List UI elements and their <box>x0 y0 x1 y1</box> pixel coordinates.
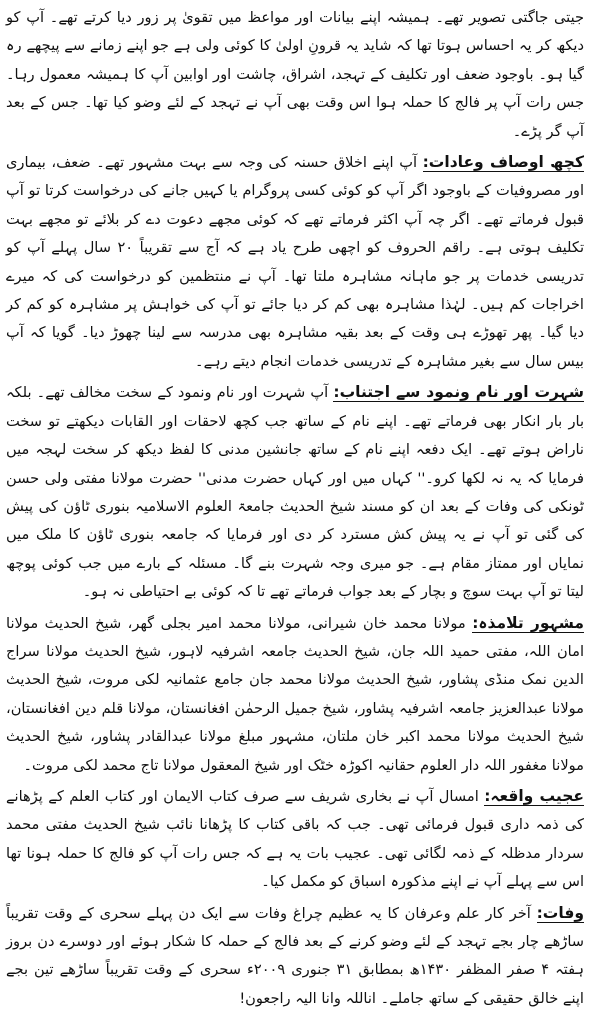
section-heading-avoidance: شہرت اور نام ونمود سے اجتناب: <box>333 383 584 402</box>
paragraph-death <box>6 899 584 1013</box>
paragraph-avoidance <box>6 378 584 606</box>
paragraph-intro <box>6 4 584 146</box>
section-heading-qualities: کچھ اوصاف وعادات: <box>422 153 584 172</box>
paragraph-text: آخر کار علم وعرفان کا یہ عظیم چراغ وفات سے ایک دن پہلے سحری کے وقت تقریباً ساڑھے چار بجے تہجد کے لئے وضو کرنے کے بعد فالج کے حملہ کا شکار ہوئے اور دوسرے دن بروز ہفتہ ۴ صفر المظفر ۱۴۳۰ھ بمطابق ۳۱ جنوری ۲۰۰۹ء سحری کے وقت تقریباً ساڑھے تین بجے اپنے خالق حقیقی کے ساتھ جاملے۔ اناللہ وانا الیہ راجعون! <box>6 904 585 1007</box>
paragraph-qualities <box>6 148 584 376</box>
section-heading-incident: عجیب واقعہ: <box>484 786 584 805</box>
paragraph-text: امسال آپ نے بخاری شریف سے صرف کتاب الایمان اور کتاب العلم کے پڑھانے کی ذمہ داری قبول فرمائی تھی۔ جب کہ باقی کتاب کا پڑھانا نائب شیخ الحدیث مفتی محمد سردار مدظلہ کے ذمہ لگائی تھی۔ عجیب بات یہ ہے کہ جس رات آپ کو فالج کا حملہ ہونا تھا اس سے پہلے آپ نے اپنے مذکورہ اسباق کو مکمل کیا۔ <box>6 787 584 891</box>
paragraph-text: آپ اپنے اخلاق حسنہ کی وجہ سے بہت مشہور تھے۔ ضعف، بیماری اور مصروفیات کے باوجود اگر آپ کو کوئی کسی پروگرام یا کہیں جانے کی درخواست کرتا تو آپ قبول فرماتے تھے۔ اگر چہ آپ اکثر فرماتے تھے کہ کوئی مجھے دعوت دے کر بلائے تو مجھے بہت تکلیف ہوتی ہے۔ راقم الحروف کو اچھی طرح یاد ہے کہ آج سے تقریباً ۲۰ سال پہلے آپ کو تدریسی خدمات پر جو ماہانہ مشاہرہ ملتا تھا۔ آپ نے منتظمین کو درخواست کی کہ میرے اخراجات کم ہیں۔ لہٰذا مشاہرہ بھی کم کر دیا جائے تو آپ کی خواہش پر مشاہرہ کو کم کر دیا گیا۔ پھر تھوڑے ہی وقت کے بعد بقیہ مشاہرہ بھی مدرسہ سے لینا چھوڑ دیا۔ گویا کہ آپ بیس سال سے بغیر مشاہرہ کے تدریسی خدمات انجام دیتے رہے۔ <box>6 154 584 370</box>
paragraph-students <box>6 609 584 780</box>
section-heading-death: وفات: <box>536 903 584 922</box>
paragraph-incident <box>6 782 584 897</box>
paragraph-text: آپ شہرت اور نام ونمود کے سخت مخالف تھے۔ بلکہ بار بار انکار بھی فرماتے تھے۔ اپنے نام کے ساتھ جب کچھ لاحقات اور القابات دیکھتے تو سخت ناراض ہوتے تھے۔ ایک دفعہ اپنے نام کے ساتھ جانشین مدنی کا لفظ دیکھ کر سخت لہجہ میں فرمایا کہ یہ نہ لکھا کرو۔'' کہاں میں اور کہاں حضرت مدنی'' حضرت مولانا مفتی ولی حسن ٹونکی کی وفات کے بعد ان کو مسند شیخ الحدیث جامعۃ العلوم الاسلامیہ بنوری ٹاؤن کی پیش کی گئی تو آپ نے یہ پیش کش مسترد کر دی اور فرمایا کہ جامعہ بنوری ٹاؤن کا ملک میں نمایاں اور ممتاز مقام ہے۔ جو میری وجہ شہرت بنے گا۔ مسئلہ کے بارے میں جب کوئی پوچھ لیتا تو آپ بہت سوچ و بچار کے بعد جواب فرماتے تھے تا کہ کوئی بے احتیاطی نہ ہو۔ <box>6 384 584 601</box>
paragraph-text: مولانا محمد خان شیرانی، مولانا محمد امیر بجلی گھر، شیخ الحدیث مولانا امان اللہ، مفتی حمید اللہ جان، شیخ الحدیث جامعہ اشرفیہ لاہور، شیخ الحدیث مولانا سراج الدین نمک منڈی پشاور، شیخ الحدیث مولانا محمد جان جامع عثمانیہ لکی مروت، شیخ الحدیث مولانا عبدالعزیز جامعہ اشرفیہ پشاور، شیخ جمیل الرحمٰن افغانستان، مولانا قلم دین افغانستان، شیخ الحدیث مولانا محمد اکبر خان ملتان، مشہور مبلغ مولانا عبدالقادر پشاور، شیخ الحدیث مولانا مغفور اللہ دار العلوم حقانیہ اکوڑہ خٹک اور شیخ المعقول مولانا تاج محمد لکی مروت۔ <box>6 614 584 774</box>
paragraph-text: جیتی جاگتی تصویر تھے۔ ہمیشہ اپنے بیانات اور مواعظ میں تقویٰ پر زور دیا کرتے تھے۔ آپ کو دیکھ کر یہ احساس ہوتا تھا کہ شاید یہ قرونِ اولیٰ کا کوئی ولی ہے جو اپنے زمانے سے پیچھے رہ گیا ہو۔ باوجود ضعف اور تکلیف کے تہجد، اشراق، چاشت اور اوابین آپ کا ہمیشہ معمول رہا۔ جس رات آپ پر فالج کا حملہ ہوا اس وقت بھی آپ نے تہجد کے لئے وضو کیا تھا۔ جس کے بعد آپ گر پڑے۔ <box>6 9 584 140</box>
section-heading-students: مشہور تلامذہ: <box>472 613 584 632</box>
